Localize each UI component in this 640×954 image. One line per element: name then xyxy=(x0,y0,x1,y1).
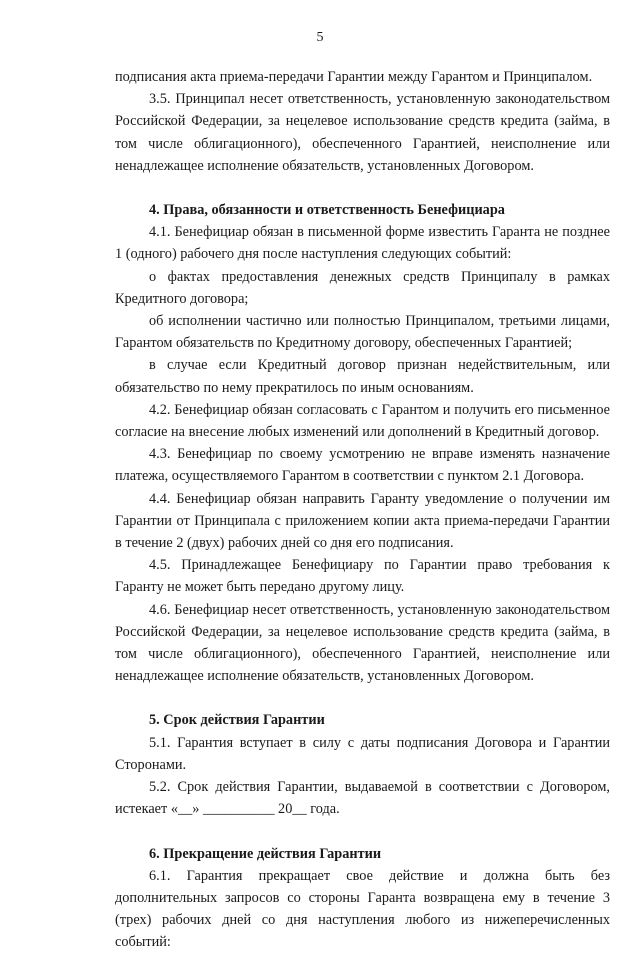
paragraph-continuation: подписания акта приема-передачи Гарантии между Гарантом и Принципалом. xyxy=(115,69,593,85)
section-heading-6: 6. Прекращение действия Гарантии xyxy=(149,845,382,862)
paragraph-4-4: 4.4. Бенефициар обязан направить Гаранту уведомление о получении им Гарантии от Принципала с приложением копии акта приема-передачи Гарантии в течение 2 (двух) рабочих дней со дня его подписания. xyxy=(115,490,610,552)
paragraph-6-1: 6.1. Гарантия прекращает свое действие и должна быть без дополнительных запросов со стороны Гаранта возвращена ему в течение 3 (трех) рабочих дней со дня наступления любого из нижеперечисленных событий: xyxy=(115,867,610,951)
paragraph-4-5: 4.5. Принадлежащее Бенефициару по Гарантии право требования к Гаранту не может быть передано другому лицу. xyxy=(115,557,610,596)
document-body xyxy=(115,66,610,954)
paragraph-4-6: 4.6. Бенефициар несет ответственность, установленную законодательством Российской Федерации, за нецелевое использование средств кредита (займа, в том числе облигационного), обеспеченного Гарантией, неисполнение или ненадлежащее исполнение обязательств, установленных Договором. xyxy=(115,601,610,685)
list-item-funds: о фактах предоставления денежных средств Принципалу в рамках Кредитного договора; xyxy=(115,268,610,307)
paragraph-5-1: 5.1. Гарантия вступает в силу с даты подписания Договора и Гарантии Сторонами. xyxy=(115,734,610,773)
paragraph-4-1: 4.1. Бенефициар обязан в письменной форме известить Гаранта не позднее 1 (одного) рабочего дня после наступления следующих событий: xyxy=(115,224,610,263)
list-item-execution: об исполнении частично или полностью Принципалом, третьими лицами, Гарантом обязательств по Кредитному договору, обеспеченных Гарантией; xyxy=(115,313,610,352)
section-heading-5: 5. Срок действия Гарантии xyxy=(149,712,325,729)
paragraph-5-2: 5.2. Срок действия Гарантии, выдаваемой в соответствии с Договором, истекает «__» __________ 20__ года. xyxy=(115,779,610,818)
list-item-invalid: в случае если Кредитный договор признан недействительным, или обязательство по нему прекратилось по иным основаниям. xyxy=(115,357,610,396)
paragraph-4-3: 4.3. Бенефициар по своему усмотрению не вправе изменять назначение платежа, осуществляемого Гарантом в соответствии с пунктом 2.1 Договора. xyxy=(115,446,610,485)
paragraph-3-5: 3.5. Принципал несет ответственность, установленную законодательством Российской Федерации, за нецелевое использование средств кредита (займа, в том числе облигационного), обеспеченного Гарантией, неисполнение или ненадлежащее исполнение обязательств, установленных Договором. xyxy=(115,91,610,174)
page-number: 5 xyxy=(316,30,324,45)
section-heading-4: 4. Права, обязанности и ответственность Бенефициара xyxy=(149,202,505,219)
paragraph-4-2: 4.2. Бенефициар обязан согласовать с Гарантом и получить его письменное согласие на внесение любых изменений или дополнений в Кредитный договор. xyxy=(115,401,610,441)
